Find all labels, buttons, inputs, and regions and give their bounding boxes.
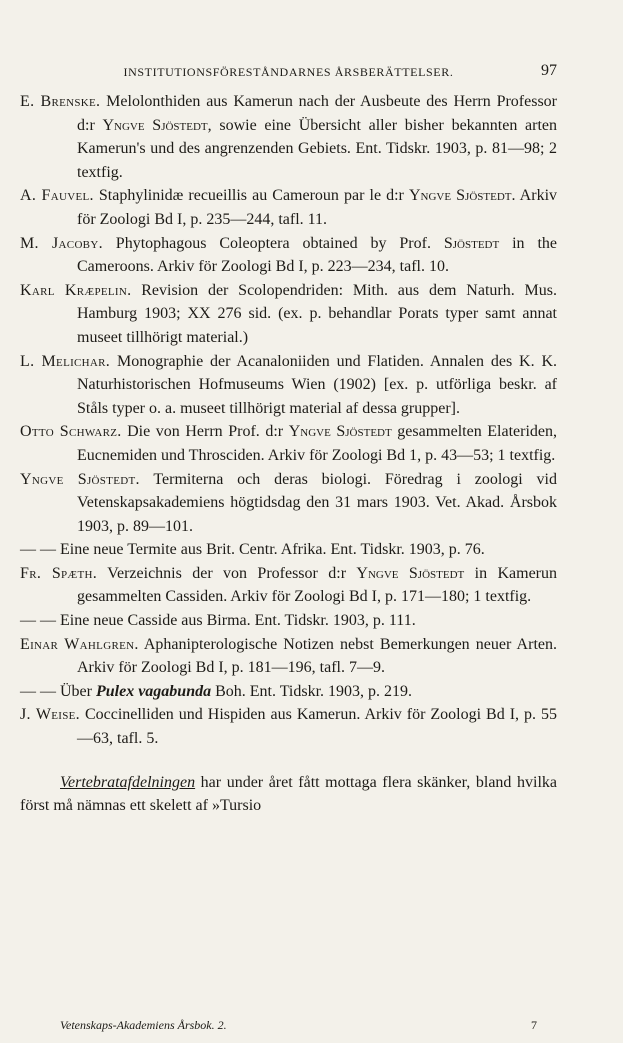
entry-text: Aphanipterologische Notizen nebst Bemerkungen neuer Arten. Arkiv för Zoologi Bd I, p. 181—196, tafl. 7—9. (77, 635, 557, 677)
entry-author: E. Brenske. (20, 93, 101, 110)
entry-name: Yngve Sjöstedt (102, 116, 208, 134)
bib-entry (20, 703, 557, 750)
entry-author: Karl Kræpelin. (20, 281, 132, 299)
page-number: 97 (541, 62, 557, 79)
entry-text: Melolonthiden aus Kamerun nach der Ausbeute des Herrn Professor d:r (77, 93, 558, 134)
entry-text: Die von Herrn Prof. d:r (127, 423, 289, 441)
entry-text-tail: in the Cameroons. Arkiv för Zoologi Bd I, p. 223—234, tafl. 10. (77, 234, 558, 276)
entry-text-tail: Boh. Ent. Tidskr. 1903, p. 219. (211, 682, 413, 700)
bibliography-list (20, 90, 557, 818)
paragraph-text: har under året fått mottaga flera skänker, bland hvilka först må nämnas ett skelett af »Tursio (20, 773, 557, 815)
entry-author: A. Fauvel. (20, 187, 94, 205)
entry-author: J. Weise. (20, 706, 80, 724)
body-paragraph (20, 771, 557, 818)
entry-author: Einar Wahlgren. (20, 635, 139, 653)
entry-name: Sjöstedt (443, 234, 500, 252)
entry-text: Revision der Scolopendriden: Mith. aus dem Naturh. Mus. Hamburg 1903; XX 276 sid. (ex. p. behandlar Porats typer samt annat museet tillhörigt material.) (77, 281, 558, 346)
entry-ditto: — — (20, 682, 56, 700)
entry-author: Otto Schwarz. (20, 423, 122, 441)
entry-author: L. Melichar. (20, 352, 111, 370)
bib-entry (20, 232, 557, 279)
entry-text-tail: , sowie eine Übersicht aller bisher bekannten arten Kamerun's und des angrenzenden Gebiets. Ent. Tidskr. 1903, p. 81—98; 2 textfig. (77, 116, 557, 181)
running-title: INSTITUTIONSFÖRESTÅNDARNES ÅRSBERÄTTELSER. (123, 65, 454, 79)
paragraph-lead: Vertebratafdelningen (60, 773, 196, 791)
entry-text: Phytophagous Coleoptera obtained by Prof. (115, 234, 444, 252)
bib-entry (20, 420, 557, 467)
entry-author: Fr. Spæth. (20, 564, 98, 582)
entry-text: Staphylinidæ recueillis au Cameroun par le d:r (98, 187, 409, 205)
entry-text-tail: . Arkiv för Zoologi Bd I, p. 235—244, tafl. 11. (77, 187, 558, 228)
entry-text: Termiterna och deras biologi. Föredrag i zoologi vid Vetenskapsakademiens högtidsdag den 31 mars 1903. Vet. Akad. Årsbok 1903, p. 89—101. (77, 470, 558, 535)
entry-text: Über (60, 682, 96, 700)
entry-author: Yngve Sjöstedt. (20, 470, 140, 488)
entry-text: Eine neue Termite aus Brit. Centr. Afrika. Ent. Tidskr. 1903, p. 76. (60, 541, 485, 559)
entry-species: Pulex vagabunda (95, 682, 212, 700)
entry-author: M. Jacoby. (20, 234, 103, 252)
entry-text-tail: in Kamerun gesammelten Cassiden. Arkiv för Zoologi Bd I, p. 171—180; 1 textfig. (77, 564, 557, 606)
bib-entry (20, 279, 557, 350)
entry-text: Monographie der Acanaloniiden und Flatiden. Annalen des K. K. Naturhistorischen Hofmuseums Wien (1902) [ex. p. utförliga beskr. af Ståls typer o. a. museet tillhörigt material af dessa grupper]. (77, 352, 558, 417)
entry-ditto: — — (20, 612, 56, 630)
page-footer (60, 1018, 537, 1036)
bib-entry (20, 562, 557, 609)
bib-entry (20, 633, 557, 680)
running-header (20, 62, 557, 84)
bib-entry (20, 184, 557, 231)
entry-name: Yngve Sjöstedt (408, 187, 512, 205)
footer-signature: Vetenskaps-Akademiens Årsbok. 2. (60, 1018, 227, 1032)
bib-entry (20, 680, 557, 704)
bib-entry (20, 609, 557, 633)
entry-text: Eine neue Casside aus Birma. Ent. Tidskr. 1903, p. 111. (60, 612, 416, 630)
bib-entry (20, 90, 557, 184)
entry-text-tail: gesammelten Elateriden, Eucnemiden und Throsciden. Arkiv för Zoologi Bd 1, p. 43—53; 1 textfig. (77, 423, 558, 464)
footer-sheet-number: 7 (531, 1018, 537, 1032)
entry-ditto: — — (20, 541, 56, 559)
entry-text: Verzeichnis der von Professor d:r (107, 564, 357, 582)
entry-text: Coccinelliden und Hispiden aus Kamerun. Arkiv för Zoologi Bd I, p. 55—63, tafl. 5. (77, 706, 557, 748)
bib-entry (20, 350, 557, 421)
bib-entry (20, 538, 557, 562)
entry-name: Yngve Sjöstedt (356, 564, 465, 582)
entry-name: Yngve Sjöstedt (288, 423, 392, 441)
bib-entry (20, 468, 557, 539)
